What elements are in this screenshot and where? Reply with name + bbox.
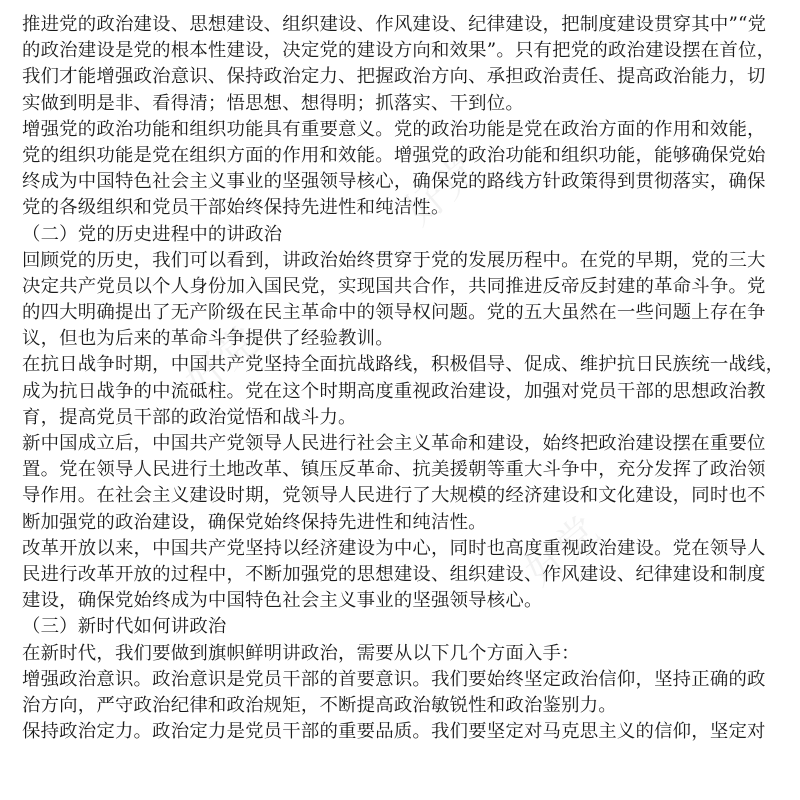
text-line: 实做到明是非、看得清；悟思想、想得明；抓落实、干到位。	[22, 92, 524, 114]
text-line: 育，提高党员干部的政治觉悟和战斗力。	[22, 406, 357, 428]
watermark: 好党	[176, 317, 268, 405]
text-line: （三）新时代如何讲政治	[22, 616, 227, 638]
text-line: 的政治建设是党的根本性建设，决定党的建设方向和效果”。只有把党的政治建设摆在首位，	[22, 40, 776, 62]
watermark: 好党	[396, 147, 488, 235]
text-line: 导作用。在社会主义建设时期，党领导人民进行了大规模的经济建设和文化建设，同时也不	[22, 485, 766, 507]
text-line: 改革开放以来，中国共产党坚持以经济建设为中心，同时也高度重视政治建设。党在领导人	[22, 537, 766, 559]
watermark: 好党	[516, 507, 608, 595]
text-line: 我们才能增强政治意识、保持政治定力、把握政治方向、承担政治责任、提高政治能力，切	[22, 66, 766, 88]
text-line: 成为抗日战争的中流砥柱。党在这个时期高度重视政治建设，加强对党员干部的思想政治教	[22, 380, 766, 402]
text-line: 的四大明确提出了无产阶级在民主革命中的领导权问题。党的五大虽然在一些问题上存在争	[22, 302, 766, 324]
text-line: 新中国成立后，中国共产党领导人民进行社会主义革命和建设，始终把政治建设摆在重要位	[22, 433, 766, 454]
text-line: 党的各级组织和党员干部始终保持先进性和纯洁性。	[22, 197, 450, 219]
text-line: 建设，确保党始终成为中国特色社会主义事业的坚强领导核心。	[22, 590, 543, 612]
text-line: 增强政治意识。政治意识是党员干部的首要意识。我们要始终坚定政治信仰，坚持正确的政	[22, 668, 766, 690]
text-line: 保持政治定力。政治定力是党员干部的重要品质。我们要坚定对马克思主义的信仰，坚定对	[22, 721, 766, 743]
text-line: 置。党在领导人民进行土地改革、镇压反革命、抗美援朝等重大斗争中，充分发挥了政治领	[22, 459, 766, 481]
text-line: 在抗日战争时期，中国共产党坚持全面抗战路线，积极倡导、促成、维护抗日民族统一战线，	[22, 354, 785, 376]
text-line: 在新时代，我们要做到旗帜鲜明讲政治，需要从以下几个方面入手：	[22, 642, 580, 664]
text-line: 决定共产党员以个人身份加入国民党，实现国共合作，共同推进反帝反封建的革命斗争。党	[22, 275, 766, 297]
text-line: 回顾党的历史，我们可以看到，讲政治始终贯穿于党的发展历程中。在党的早期，党的三大	[22, 249, 766, 271]
text-line: 党的组织功能是党在组织方面的作用和效能。增强党的政治功能和组织功能，能够确保党始	[22, 144, 766, 166]
text-line: （二）党的历史进程中的讲政治	[22, 223, 283, 245]
text-line: 终成为中国特色社会主义事业的坚强领导核心，确保党的路线方针政策得到贯彻落实，确保	[22, 171, 766, 193]
text-line: 治方向，严守政治纪律和政治规矩，不断提高政治敏锐性和政治鉴别力。	[22, 694, 617, 716]
text-line: 增强党的政治功能和组织功能具有重要意义。党的政治功能是党在政治方面的作用和效能，	[22, 118, 766, 140]
text-line: 推进党的政治建设、思想建设、组织建设、作风建设、纪律建设，把制度建设贯穿其中”“党	[22, 14, 767, 35]
text-line: 民进行改革开放的过程中，不断加强党的思想建设、组织建设、作风建设、纪律建设和制度	[22, 563, 766, 585]
text-line: 断加强党的政治建设，确保党始终保持先进性和纯洁性。	[22, 511, 487, 533]
document-body	[22, 12, 785, 745]
text-line: 议，但也为后来的革命斗争提供了经验教训。	[22, 328, 394, 350]
